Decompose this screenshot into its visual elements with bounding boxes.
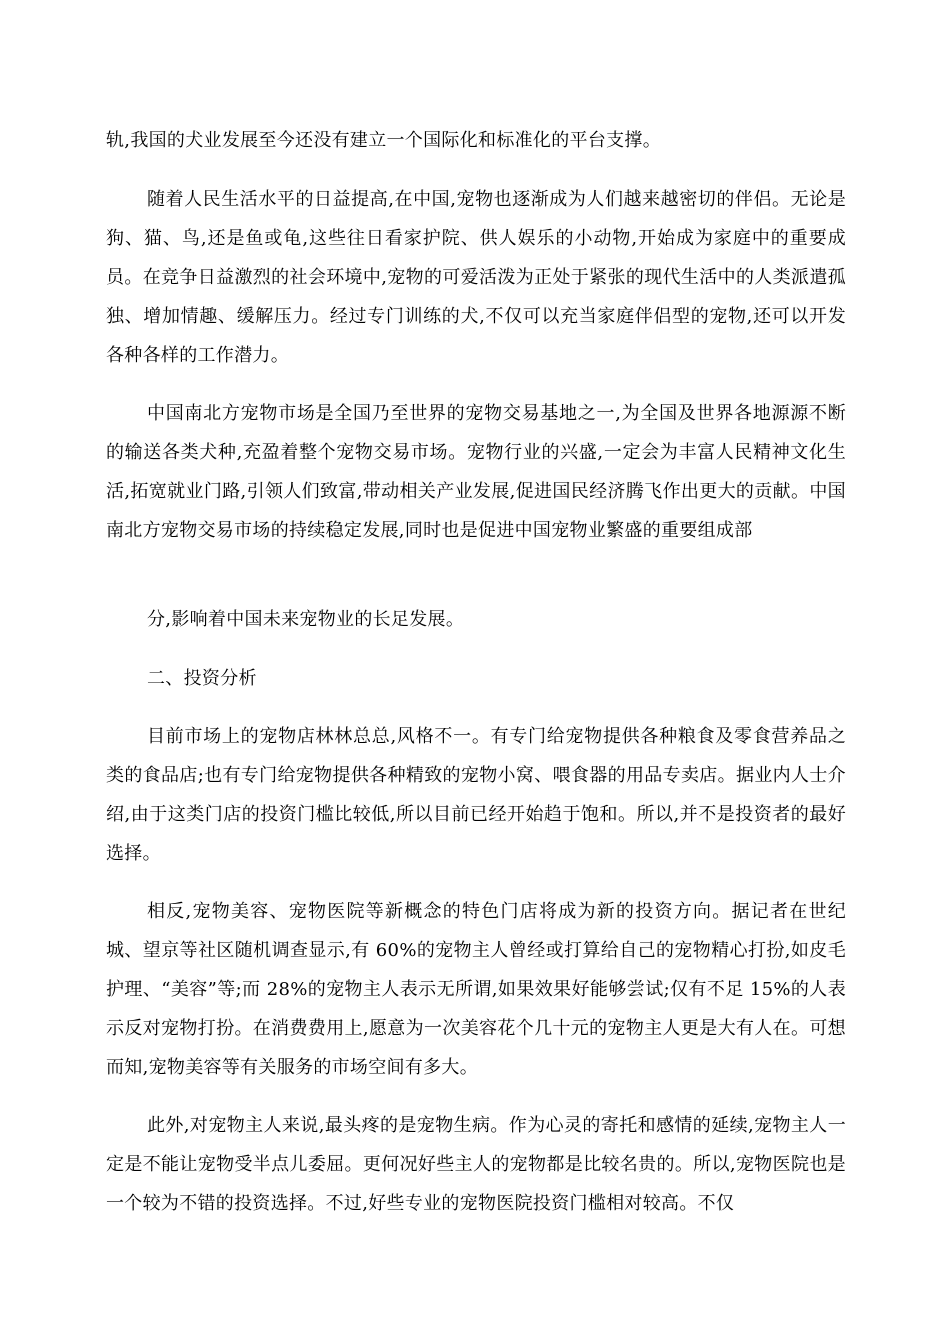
paragraph-pet-companion: 随着人民生活水平的日益提高,在中国,宠物也逐渐成为人们越来越密切的伴侣。无论是狗、猫、鸟,还是鱼或龟,这些往日看家护院、供人娱乐的小动物,开始成为家庭中的重要成员。在竞争日益激烈的社会环境中,宠物的可爱活泼为正处于紧张的现代生活中的人类派遣孤独、增加情趣、缓解压力。经过专门训练的犬,不仅可以充当家庭伴侣型的宠物,还可以开发各种各样的工作潜力。 [106, 189, 846, 366]
paragraph-pet-grooming: 相反,宠物美容、宠物医院等新概念的特色门店将成为新的投资方向。据记者在世纪城、望京等社区随机调查显示,有 60%的宠物主人曾经或打算给自己的宠物精心打扮,如皮毛护理、“美容”等;而 28%的宠物主人表示无所谓,如果效果好能够尝试;仅有不足 15%的人表示反对宠物打扮。在消费费用上,愿意为一次美容花个几十元的宠物主人更是大有人在。可想而知,宠物美容等有关服务的市场空间有多大。 [106, 901, 846, 1078]
paragraph-market-influence: 分,影响着中国未来宠物业的长足发展。 [147, 609, 465, 630]
paragraph-pet-stores: 目前市场上的宠物店林林总总,风格不一。有专门给宠物提供各种粮食及零食营养品之类的食品店;也有专门给宠物提供各种精致的宠物小窝、喂食器的用品专卖店。据业内人士介绍,由于这类门店的投资门槛比较低,所以目前已经开始趋于饱和。所以,并不是投资者的最好选择。 [106, 726, 846, 864]
section-heading-investment-analysis: 二、投资分析 [147, 668, 257, 689]
paragraph-continuation: 轨,我国的犬业发展至今还没有建立一个国际化和标准化的平台支撑。 [106, 130, 662, 151]
paragraph-pet-hospital: 此外,对宠物主人来说,最头疼的是宠物生病。作为心灵的寄托和感情的延续,宠物主人一定是不能让宠物受半点儿委屈。更何况好些主人的宠物都是比较名贵的。所以,宠物医院也是一个较为不错的投资选择。不过,好些专业的宠物医院投资门槛相对较高。不仅 [106, 1115, 846, 1214]
paragraph-pet-market: 中国南北方宠物市场是全国乃至世界的宠物交易基地之一,为全国及世界各地源源不断的输送各类犬种,充盈着整个宠物交易市场。宠物行业的兴盛,一定会为丰富人民精神文化生活,拓宽就业门路,引领人们致富,带动相关产业发展,促进国民经济腾飞作出更大的贡献。中国南北方宠物交易市场的持续稳定发展,同时也是促进中国宠物业繁盛的重要组成部 [106, 403, 846, 541]
